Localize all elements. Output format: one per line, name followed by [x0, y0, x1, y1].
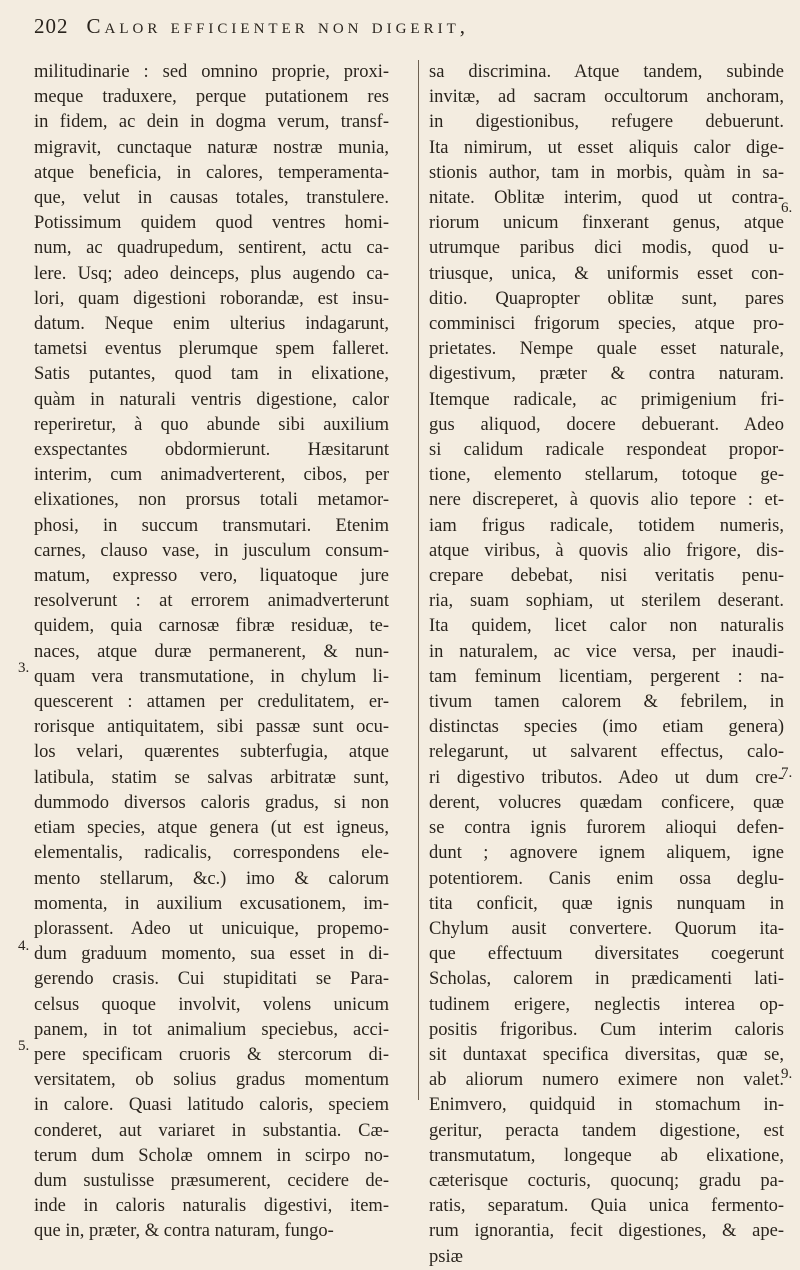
text-line: quam vera transmutatione, in chylum li- [34, 666, 389, 687]
text-line: Enimvero, quidquid in stomachum in- [429, 1095, 784, 1116]
text-line: positis frigoribus. Cum interim caloris [429, 1019, 784, 1040]
text-line: atque viribus, à quovis alio frigore, dis- [429, 540, 784, 561]
text-line: reperiretur, à quo abunde sibi auxilium [34, 414, 389, 435]
text-line: in naturalem, ac vice versa, per inaudi- [429, 641, 784, 662]
text-line: crepare debebat, nisi veritatis penu- [429, 566, 784, 587]
text-line: Ita quidem, licet calor non naturalis [429, 616, 784, 637]
text-line: quescerent : attamen per credulitatem, er- [34, 692, 389, 713]
text-line: stionis author, tam in morbis, quàm in sa- [429, 162, 784, 183]
text-line: celsus quoque involvit, volens unicum [34, 994, 389, 1015]
text-line: riorum unicum finxerant genus, atque [429, 213, 784, 234]
margin-number: 4. [18, 938, 30, 954]
text-line: in calore. Quasi latitudo caloris, speciem [34, 1095, 389, 1116]
text-line: exspectantes obdormierunt. Hæsitarunt [34, 440, 389, 461]
text-line: plorassent. Adeo ut unicuique, propemo- [34, 918, 389, 939]
text-line: naces, atque duræ permanerent, & nun- [34, 641, 389, 662]
text-line: rorisque antiquitatem, sibi passæ sunt ocu- [34, 717, 389, 738]
text-line: migravit, cunctaque naturæ nostræ munia, [34, 137, 389, 158]
text-line: los velari, quærentes subterfugia, atque [34, 742, 389, 763]
text-line: tita conficit, quæ ignis nunquam in [429, 893, 784, 914]
text-line: carnes, clauso vase, in jusculum consum- [34, 540, 389, 561]
text-line: latibula, statim se salvas arbitratæ sunt, [34, 767, 389, 788]
page-header [34, 14, 778, 54]
text-line: num, ac quadrupedum, sentirent, actu ca- [34, 238, 389, 259]
text-line: etiam species, atque genera (ut est igneus, [34, 818, 389, 839]
right-column [418, 60, 784, 1267]
text-line: prietates. Nempe quale esset naturale, [429, 339, 784, 360]
text-line: tam feminum licentiam, pergerent : na- [429, 666, 784, 687]
text-columns [34, 60, 784, 1267]
running-title: Calor efficienter non digerit, [86, 14, 469, 38]
text-line: ri digestivo tributos. Adeo ut dum cre- [429, 767, 784, 788]
text-line: distinctas species (imo etiam genera) [429, 717, 784, 738]
text-line: militudinarie : sed omnino proprie, proxi- [34, 62, 389, 82]
text-line: lori, quam digestioni roborandæ, est insu- [34, 288, 389, 309]
page-number: 202 [34, 14, 69, 38]
text-line: comminisci frigorum species, atque pro- [429, 314, 784, 335]
text-line: tametsi eventus plerumque spem falleret. [34, 339, 389, 360]
text-line: quàm in naturali ventris digestione, calor [34, 389, 389, 410]
text-line: atque beneficia, in calores, temperamenta- [34, 162, 389, 183]
text-line: mento stellarum, &c.) imo & calorum [34, 868, 389, 889]
text-line: rum ignorantia, fecit digestiones, & ape- [429, 1221, 784, 1242]
text-line: que, velut in causas totales, transtulere. [34, 188, 389, 209]
text-line: terum dum Scholæ omnem in scirpo no- [34, 1145, 389, 1166]
text-line: geritur, peracta tandem digestione, est [429, 1120, 784, 1141]
text-line: panem, in tot animalium speciebus, acci- [34, 1019, 389, 1040]
text-line: Ita nimirum, ut esset aliquis calor dige- [429, 137, 784, 158]
text-line: digestivum, præter & contra naturam. [429, 364, 784, 385]
text-line: elementalis, radicalis, correspondens ele- [34, 843, 389, 864]
text-line: meque traduxere, perque putationem res [34, 87, 389, 108]
text-line: psiæ [429, 1246, 463, 1267]
margin-number: 9. [781, 1066, 793, 1082]
text-line: phosi, in succum transmutari. Etenim [34, 515, 389, 536]
text-line: cæterisque cocturis, quocunq; gradu pa- [429, 1170, 784, 1191]
text-line: dunt ; agnovere ignem aliquem, igne [429, 843, 784, 864]
text-line: Scholas, calorem in prædicamenti lati- [429, 969, 784, 990]
margin-number: 7. [781, 765, 793, 781]
text-line: Chylum ausit convertere. Quorum ita- [429, 918, 784, 939]
text-line: gus aliquod, docere debuerant. Adeo [429, 414, 784, 435]
text-line: elixationes, non prorsus totali metamor- [34, 490, 389, 511]
text-line: que effectuum diversitates coegerunt [429, 944, 784, 965]
text-line: Satis putantes, quod tam in elixatione, [34, 364, 389, 385]
text-line: resolverunt : at errorem animadverterunt [34, 591, 389, 612]
text-line: in digestionibus, refugere debuerunt. [429, 112, 784, 133]
text-line: lere. Usq; adeo deinceps, plus augendo ca- [34, 263, 389, 284]
text-line: utrumque paribus dici modis, quod u- [429, 238, 784, 259]
margin-number: 6. [781, 200, 793, 216]
text-line: nitate. Oblitæ interim, quod ut contra- [429, 188, 784, 209]
text-line: relegarunt, ut salvarent effectus, calo- [429, 742, 784, 763]
text-line: tudinem erigere, neglectis interea op- [429, 994, 784, 1015]
text-line: dummodo diversos caloris gradus, si non [34, 792, 389, 813]
text-line: interim, cum animadverterent, cibos, per [34, 465, 389, 486]
text-line: quidem, quia carnosæ fibræ residuæ, te- [34, 616, 389, 637]
text-line: gerendo crasis. Cui stupiditati se Para- [34, 969, 389, 990]
text-line: sit duntaxat specifica diversitas, quæ se, [429, 1044, 784, 1065]
text-line: si calidum radicale respondeat propor- [429, 440, 784, 461]
text-line: ab aliorum numero eximere non valet. [429, 1070, 784, 1091]
text-line: nere discreperet, à quovis alio tepore : et- [429, 490, 784, 511]
text-line: iam frigus radicale, totidem numeris, [429, 515, 784, 536]
text-line: ditio. Quapropter oblitæ sunt, pares [429, 288, 784, 309]
text-line: Itemque radicale, ac primigenium fri- [429, 389, 784, 410]
text-line: pere specificam cruoris & stercorum di- [34, 1044, 389, 1065]
text-line: derent, volucres quædam conficere, quæ [429, 792, 784, 813]
text-line: datum. Neque enim ulterius indagarunt, [34, 314, 389, 335]
text-line: tivum tamen calorem & febrilem, in [429, 692, 784, 713]
text-line: se contra ignis furorem alioqui defen- [429, 818, 784, 839]
text-line: tione, elemento stellarum, totoque ge- [429, 465, 784, 486]
text-line: ria, suam sophiam, ut sterilem deserant. [429, 591, 784, 612]
text-line: dum graduum momento, sua esset in di- [34, 944, 389, 965]
left-column [34, 60, 389, 1242]
text-line: transmutatum, longeque ab elixatione, [429, 1145, 784, 1166]
margin-number: 3. [18, 660, 30, 676]
text-line: in fidem, ac dein in dogma verum, transf- [34, 112, 389, 133]
text-line: Potissimum quidem quod ventres homi- [34, 213, 389, 234]
text-line: sa discrimina. Atque tandem, subinde [429, 62, 784, 82]
text-line: que in, præter, & contra naturam, fungo- [34, 1221, 334, 1242]
text-line: dum sustulisse præsumerent, cecidere de- [34, 1170, 389, 1191]
text-line: conderet, aut variaret in substantia. Cæ- [34, 1120, 389, 1141]
text-line: versitatem, ob solius gradus momentum [34, 1070, 389, 1091]
text-line: inde in caloris naturalis digestivi, item- [34, 1196, 389, 1217]
text-line: invitæ, ad sacram occultorum anchoram, [429, 87, 784, 108]
text-line: potentiorem. Canis enim ossa deglu- [429, 868, 784, 889]
text-line: momenta, in auxilium excusationem, im- [34, 893, 389, 914]
margin-number: 5. [18, 1038, 30, 1054]
text-line: ratis, separatum. Quia unica fermento- [429, 1196, 784, 1217]
text-line: triusque, unica, & uniformis esset con- [429, 263, 784, 284]
text-line: matum, expresso vero, liquatoque jure [34, 566, 389, 587]
